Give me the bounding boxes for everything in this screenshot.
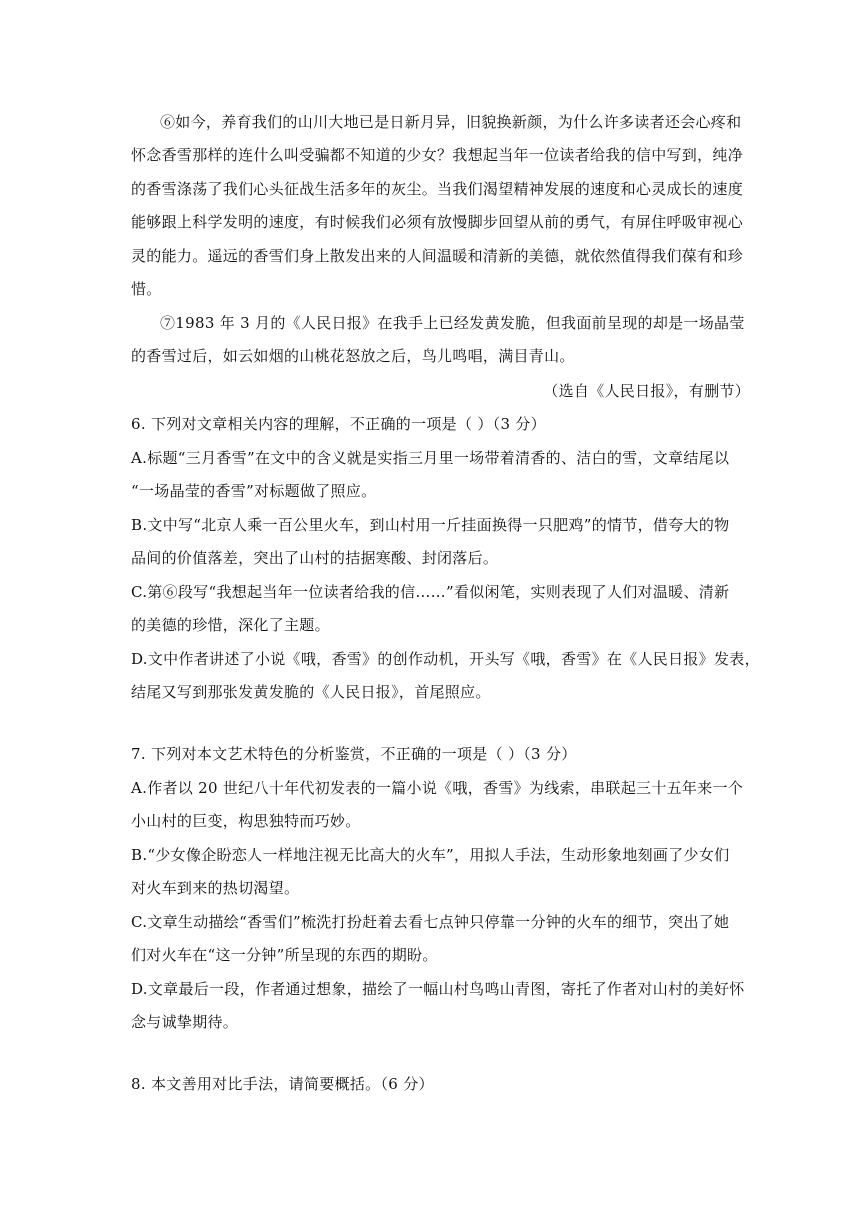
passage-para6-line-4: 能够跟上科学发明的速度，有时候我们必须有放慢脚步回望从前的勇气，有屏住呼吸审视心 bbox=[131, 213, 744, 231]
question-7-option-a-line-1: A.作者以 20 世纪八十年代初发表的一篇小说《哦，香雪》为线索，串联起三十五年来一个 bbox=[131, 779, 744, 797]
passage-para6-line-1: ⑥如今，养育我们的山川大地已是日新月异，旧貌换新颜，为什么许多读者还会心疼和 bbox=[160, 113, 742, 131]
question-7-option-d-line-2: 念与诚挚期待。 bbox=[131, 1013, 239, 1031]
passage-para6-line-6: 惜。 bbox=[131, 280, 162, 298]
question-7-option-c-line-2: 们对火车在“这一分钟”所呈现的东西的期盼。 bbox=[131, 946, 438, 964]
question-8-stem: 8. 本文善用对比手法，请简要概括。（6 分） bbox=[131, 1075, 434, 1093]
question-6-option-a-line-1: A.标题“三月香雪”在文中的含义就是实指三月里一场带着清香的、洁白的雪，文章结尾以 bbox=[131, 449, 730, 467]
passage-source: （选自《人民日报》，有删节） bbox=[543, 382, 750, 400]
passage-para7-line-2: 的香雪过后，如云如烟的山桃花怒放之后，鸟儿鸣唱，满目青山。 bbox=[131, 347, 575, 365]
question-7-option-d-line-1: D.文章最后一段，作者通过想象，描绘了一幅山村鸟鸣山青图，寄托了作者对山村的美好怀 bbox=[131, 980, 745, 998]
question-6-option-d-line-1: D.文中作者讲述了小说《哦，香雪》的创作动机，开头写《哦，香雪》在《人民日报》发表， bbox=[131, 650, 760, 668]
question-7-option-a-line-2: 小山村的巨变，构思独特而巧妙。 bbox=[131, 812, 361, 830]
passage-para6-line-3: 的香雪涤荡了我们心头征战生活多年的灰尘。当我们渴望精神发展的速度和心灵成长的速度 bbox=[131, 180, 744, 198]
question-6-option-c-line-2: 的美德的珍惜，深化了主题。 bbox=[131, 616, 330, 634]
question-6-option-b-line-2: 品间的价值落差，突出了山村的拮据寒酸、封闭落后。 bbox=[131, 549, 499, 567]
question-6-option-a-line-2: “一场晶莹的香雪”对标题做了照应。 bbox=[131, 482, 377, 500]
passage-para6-line-2: 怀念香雪那样的连什么叫受骗都不知道的少女？我想起当年一位读者给我的信中写到，纯净 bbox=[131, 146, 744, 164]
question-6-option-b-line-1: B.文中写“北京人乘一百公里火车，到山村用一斤挂面换得一只肥鸡”的情节，借夸大的物 bbox=[131, 516, 730, 534]
question-7-option-b-line-1: B.“少女像企盼恋人一样地注视无比高大的火车”，用拟人手法，生动形象地刻画了少女们 bbox=[131, 846, 730, 864]
question-7-option-c-line-1: C.文章生动描绘“香雪们”梳洗打扮赶着去看七点钟只停靠一分钟的火车的细节，突出了她 bbox=[131, 913, 730, 931]
question-6-option-d-line-2: 结尾又写到那张发黄发脆的《人民日报》，首尾照应。 bbox=[131, 683, 491, 701]
question-6-stem: 6. 下列对文章相关内容的理解，不正确的一项是（ ）（3 分） bbox=[131, 415, 546, 433]
passage-para6-line-5: 灵的能力。遥远的香雪们身上散发出来的人间温暖和清新的美德，就依然值得我们葆有和珍 bbox=[131, 247, 744, 265]
question-6-option-c-line-1: C.第⑥段写“我想起当年一位读者给我的信……”看似闲笔，实则表现了人们对温暖、清新 bbox=[131, 583, 730, 601]
question-7-option-b-line-2: 对火车到来的热切渴望。 bbox=[131, 879, 300, 897]
passage-para7-line-1: ⑦1983 年 3 月的《人民日报》在我手上已经发黄发脆，但我面前呈现的却是一场晶莹 bbox=[160, 314, 745, 332]
question-7-stem: 7. 下列对本文艺术特色的分析鉴赏，不正确的一项是（ ）（3 分） bbox=[131, 745, 577, 763]
